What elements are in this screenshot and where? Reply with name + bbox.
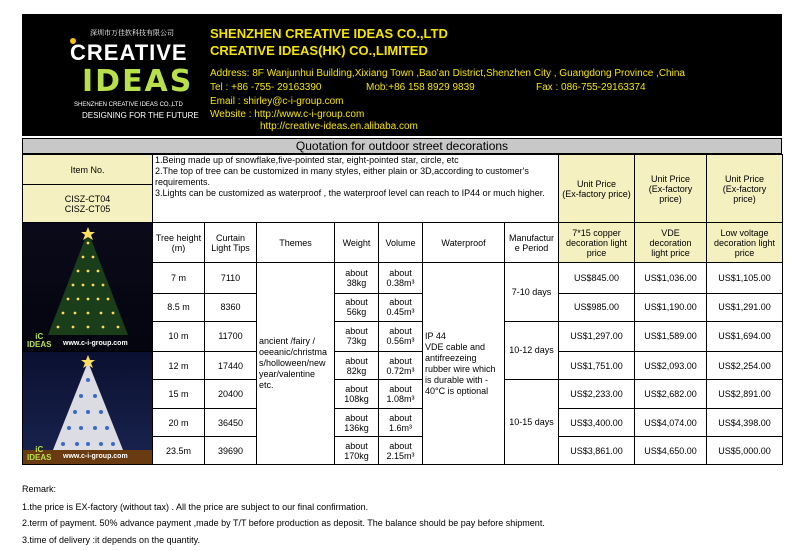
row-6-vde-price: US$4,074.00 — [635, 409, 707, 437]
row-4-volume: about 0.72m³ — [379, 352, 423, 380]
unit-price-header-2: Unit Price (Ex-factory price) — [635, 155, 707, 223]
row-1-vde-price: US$1,036.00 — [635, 263, 707, 294]
row-5-vde-price: US$2,682.00 — [635, 380, 707, 409]
col-header-lowvolt: Low voltage decoration light price — [707, 223, 783, 263]
row-2-vde-price: US$1,190.00 — [635, 293, 707, 321]
col-header-period: Manufactur e Period — [505, 223, 559, 263]
company-name-primary: SHENZHEN CREATIVE IDEAS CO.,LTD — [210, 26, 448, 41]
quotation-title: Quotation for outdoor street decorations — [22, 138, 782, 154]
row-5-volume: about 1.08m³ — [379, 380, 423, 409]
row-1-height: 7 m — [153, 263, 205, 294]
logo-word-ideas: IDEAS — [82, 64, 194, 99]
company-tel: Tel : +86 -755- 29163390 — [210, 82, 322, 93]
row-3-copper-price: US$1,297.00 — [559, 321, 635, 352]
item-code-1: CISZ-CT04 — [64, 193, 111, 204]
company-name-secondary: CREATIVE IDEAS(HK) CO.,LIMITED — [210, 43, 428, 58]
period-cell-1: 7-10 days — [505, 263, 559, 322]
photo-url-2: www.c-i-group.com — [63, 453, 128, 460]
row-2-volume: about 0.45m³ — [379, 293, 423, 321]
company-logo — [60, 18, 210, 130]
remark-line-2: 2.term of payment. 50% advance payment ,made by T/T before production as deposit. The balance should be pay before shipment. — [22, 518, 545, 528]
row-6-height: 20 m — [153, 409, 205, 437]
item-no-header: Item No. — [23, 155, 153, 185]
row-2-lowvolt-price: US$1,291.00 — [707, 293, 783, 321]
company-fax: Fax : 086-755-29163374 — [536, 82, 646, 93]
row-1-weight: about 38kg — [335, 263, 379, 294]
company-website[interactable]: Website : http://www.c-i-group.com — [210, 109, 365, 120]
unit-price-header-1: Unit Price (Ex-factory price) — [559, 155, 635, 223]
company-address: Address: 8F Wanjunhui Building,Xixiang Town ,Bao'an District,Shenzhen City , Guangdong Province ,China — [210, 68, 685, 79]
row-3-vde-price: US$1,589.00 — [635, 321, 707, 352]
product-photo-2 — [23, 352, 153, 465]
product-description: 1.Being made up of snowflake,five-pointed star, eight-pointed star, circle, etc 2.The top of tree can be customized in many styles, either plain or 3D,according to customer's requirements. 3.Lights can be customized as waterproof , the waterproof level can reach to IP44 or much higher. — [153, 155, 559, 223]
unit-price-header-3: Unit Price (Ex-factory price) — [707, 155, 783, 223]
row-4-lowvolt-price: US$2,254.00 — [707, 352, 783, 380]
row-2-weight: about 56kg — [335, 293, 379, 321]
row-7-lowvolt-price: US$5,000.00 — [707, 437, 783, 465]
period-cell-2: 10-12 days — [505, 321, 559, 380]
company-alibaba-link[interactable]: http://creative-ideas.en.alibaba.com — [260, 121, 418, 132]
item-codes — [23, 185, 153, 223]
col-header-copper: 7*15 copper decoration light price — [559, 223, 635, 263]
item-code-2: CISZ-CT05 — [64, 203, 111, 214]
row-7-copper-price: US$3,861.00 — [559, 437, 635, 465]
remark-line-3: 3.time of delivery :it depends on the quantity. — [22, 535, 200, 545]
row-4-tips: 17440 — [205, 352, 257, 380]
row-6-copper-price: US$3,400.00 — [559, 409, 635, 437]
waterproof-cell: IP 44 VDE cable and antifreezeing rubber wire which is durable with - 40°C is optional — [423, 263, 505, 465]
row-7-tips: 39690 — [205, 437, 257, 465]
row-4-weight: about 82kg — [335, 352, 379, 380]
remark-label: Remark: — [22, 484, 57, 494]
row-1-tips: 7110 — [205, 263, 257, 294]
col-header-volume: Volume — [379, 223, 423, 263]
row-3-lowvolt-price: US$1,694.00 — [707, 321, 783, 352]
row-5-weight: about 108kg — [335, 380, 379, 409]
row-3-height: 10 m — [153, 321, 205, 352]
row-1-copper-price: US$845.00 — [559, 263, 635, 294]
row-2-height: 8.5 m — [153, 293, 205, 321]
col-header-waterproof: Waterproof — [423, 223, 505, 263]
row-6-weight: about 136kg — [335, 409, 379, 437]
row-2-copper-price: US$985.00 — [559, 293, 635, 321]
company-mobile: Mob:+86 158 8929 9839 — [366, 82, 475, 93]
row-1-lowvolt-price: US$1,105.00 — [707, 263, 783, 294]
logo-chinese-name: 深圳市万佳软科技有限公司 — [90, 30, 174, 37]
row-6-tips: 36450 — [205, 409, 257, 437]
row-4-vde-price: US$2,093.00 — [635, 352, 707, 380]
themes-cell: ancient /fairy / oeeanic/christma s/holloween/new year/valentine etc. — [257, 263, 335, 465]
col-header-vde: VDE decoration light price — [635, 223, 707, 263]
row-5-tips: 20400 — [205, 380, 257, 409]
row-3-tips: 11700 — [205, 321, 257, 352]
row-3-volume: about 0.56m³ — [379, 321, 423, 352]
row-3-weight: about 73kg — [335, 321, 379, 352]
row-6-volume: about 1.6m³ — [379, 409, 423, 437]
company-header — [22, 14, 782, 136]
row-7-weight: about 170kg — [335, 437, 379, 465]
row-4-height: 12 m — [153, 352, 205, 380]
row-7-height: 23.5m — [153, 437, 205, 465]
col-header-height: Tree height (m) — [153, 223, 205, 263]
logo-english-name: SHENZHEN CREATIVE IDEAS CO.,LTD — [74, 102, 183, 108]
logo-tagline: DESIGNING FOR THE FUTURE — [82, 111, 199, 120]
product-photo-1 — [23, 223, 153, 352]
col-header-weight: Weight — [335, 223, 379, 263]
row-5-lowvolt-price: US$2,891.00 — [707, 380, 783, 409]
col-header-tips: Curtain Light Tips — [205, 223, 257, 263]
remark-line-1: 1.the price is EX-factory (without tax) . All the price are subject to our final confirmation. — [22, 502, 369, 512]
photo-url-1: www.c-i-group.com — [63, 340, 128, 347]
row-5-height: 15 m — [153, 380, 205, 409]
logo-word-creative: CREATIVE — [70, 40, 188, 65]
row-7-vde-price: US$4,650.00 — [635, 437, 707, 465]
photo-logo-2: iC IDEAS — [27, 445, 52, 462]
company-email[interactable]: Email : shirley@c-i-group.com — [210, 96, 344, 107]
row-7-volume: about 2.15m³ — [379, 437, 423, 465]
row-4-copper-price: US$1,751.00 — [559, 352, 635, 380]
col-header-themes: Themes — [257, 223, 335, 263]
row-6-lowvolt-price: US$4,398.00 — [707, 409, 783, 437]
quotation-table — [22, 154, 783, 465]
row-2-tips: 8360 — [205, 293, 257, 321]
row-1-volume: about 0.38m³ — [379, 263, 423, 294]
row-5-copper-price: US$2,233.00 — [559, 380, 635, 409]
period-cell-3: 10-15 days — [505, 380, 559, 465]
photo-logo-1: iC IDEAS — [27, 332, 52, 349]
